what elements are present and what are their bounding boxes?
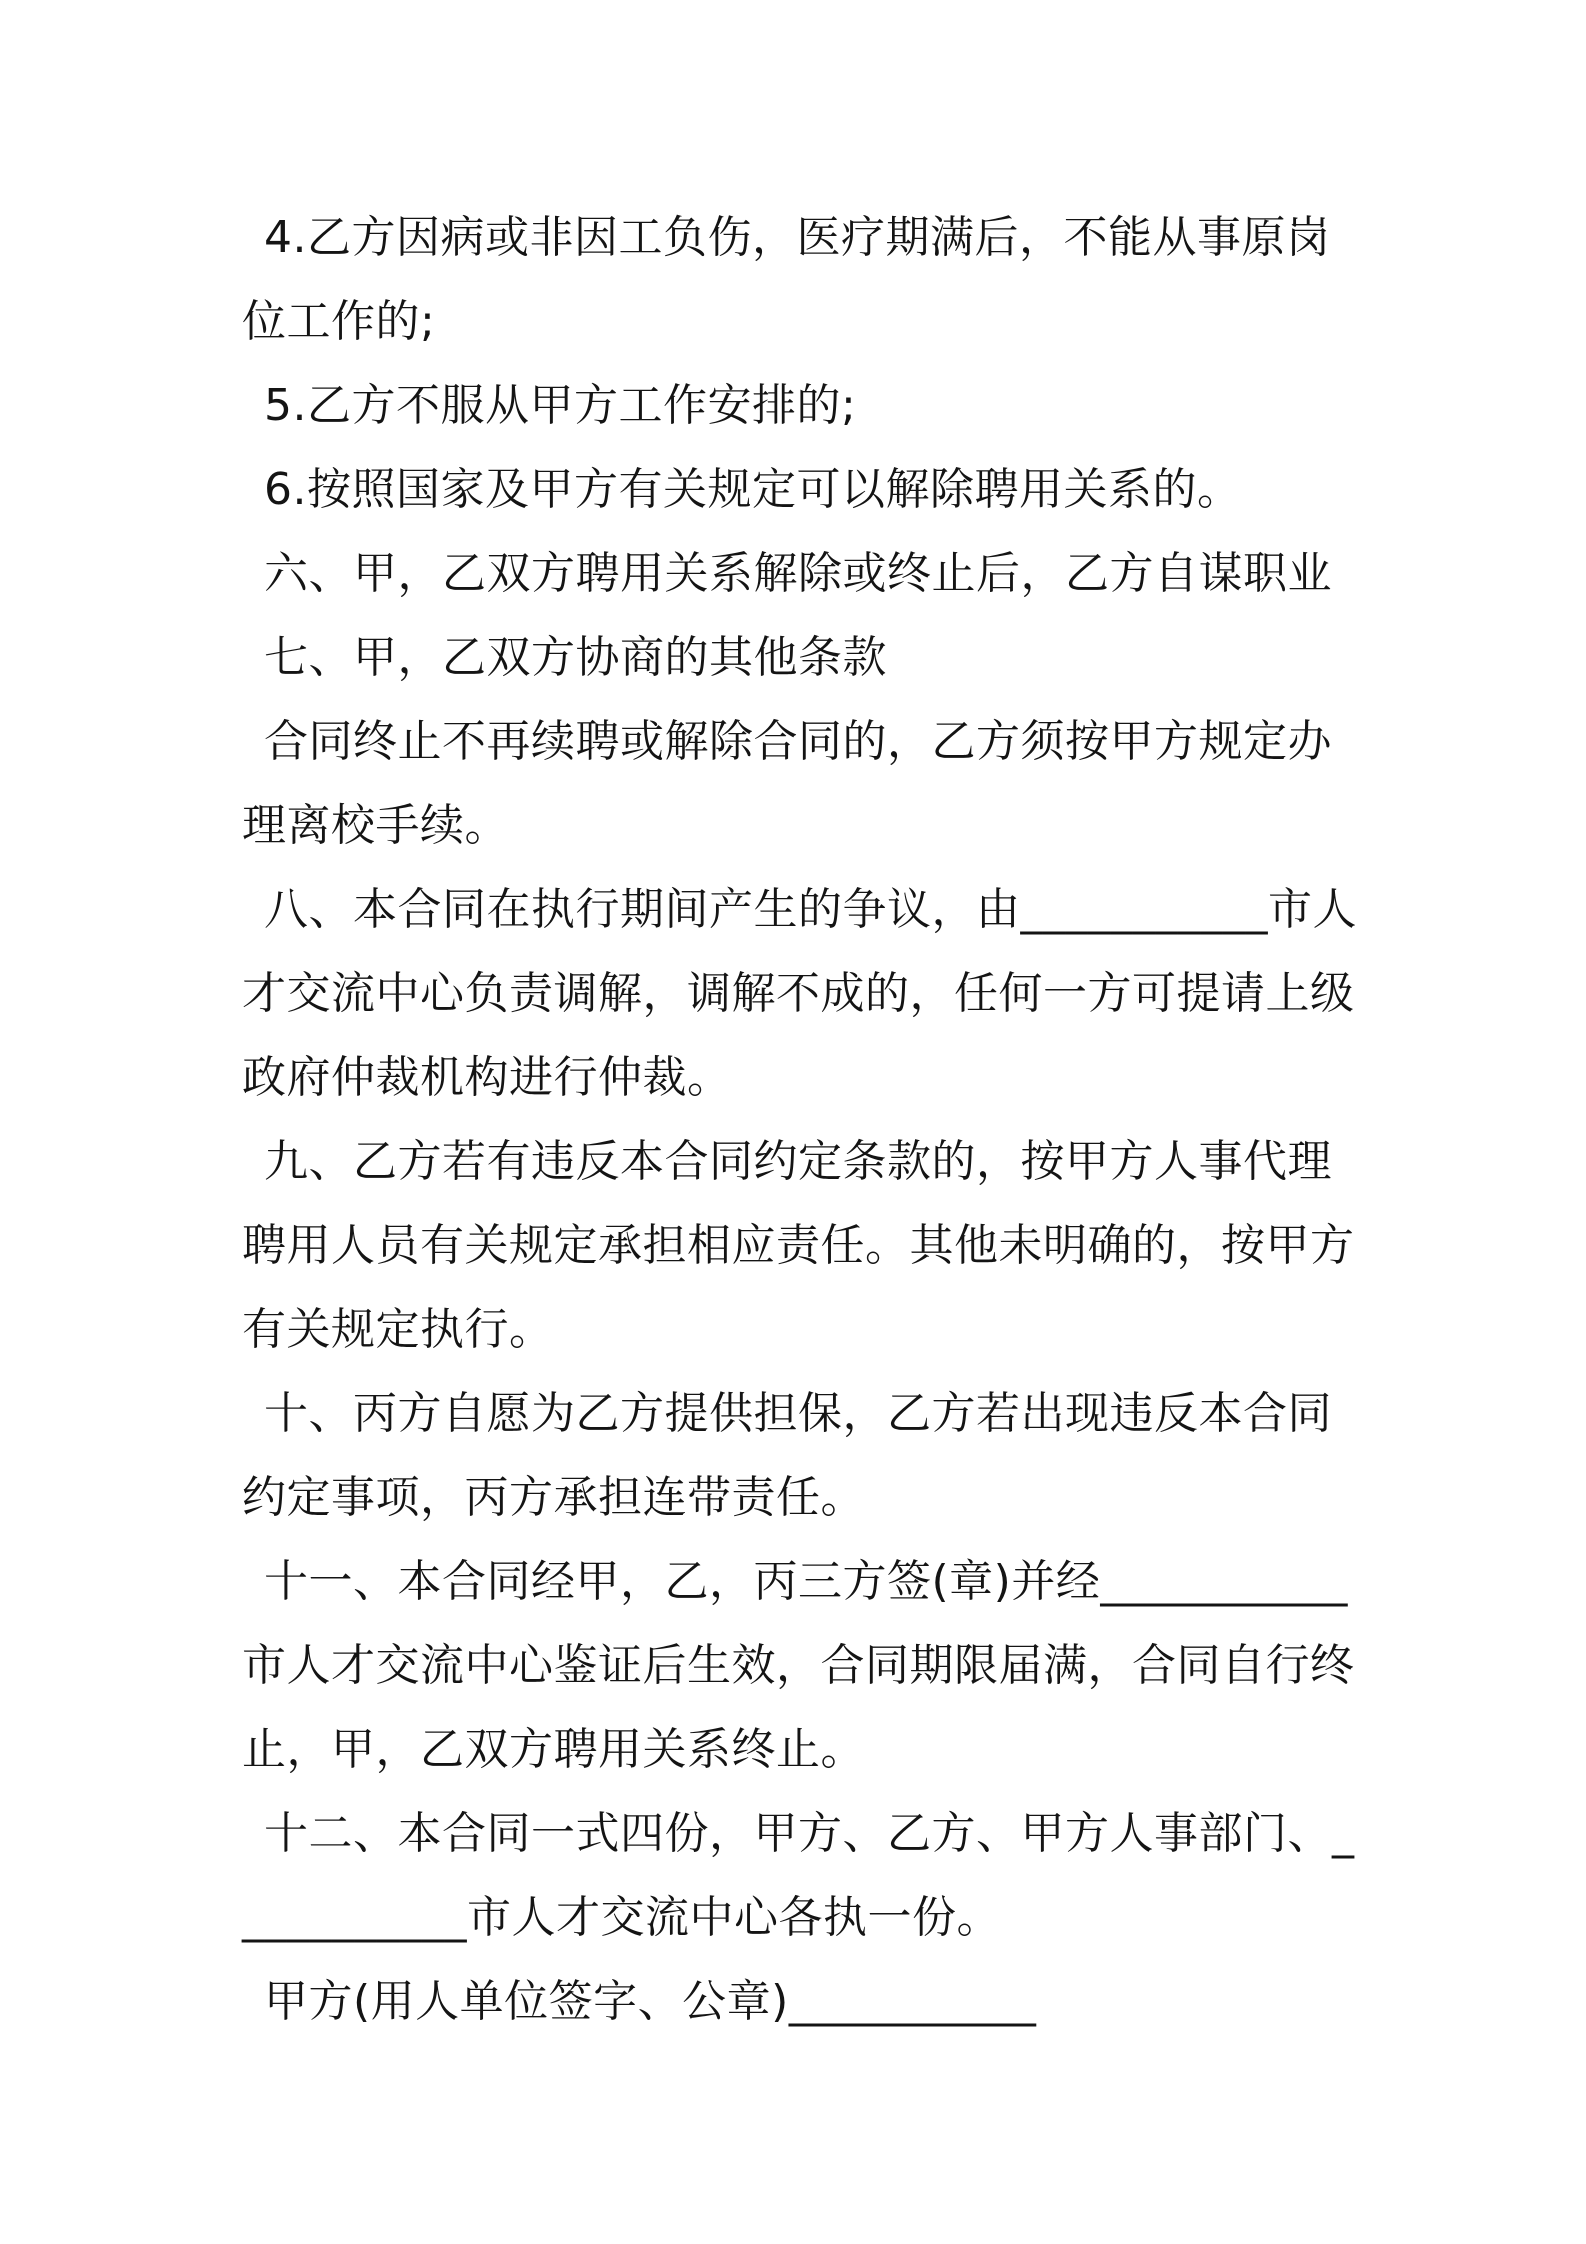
clause-paragraph: 4.乙方因病或非因工负伤，医疗期满后，不能从事原岗位工作的; [242,212,1331,347]
clause-paragraph: 十一、本合同经甲，乙，丙三方签(章)并经___________市人才交流中心鉴证后生效，合同期限届满，合同自行终止，甲，乙双方聘用关系终止。 [242,1556,1355,1775]
clause-paragraph: 七、甲，乙双方协商的其他条款 [264,632,887,683]
clause-paragraph: 十二、本合同一式四份，甲方、乙方、甲方人事部门、___________市人才交流中心各执一份。 [242,1808,1355,1943]
clause-paragraph: 十、丙方自愿为乙方提供担保，乙方若出现违反本合同约定事项，丙方承担连带责任。 [242,1388,1332,1523]
clause-paragraph: 6.按照国家及甲方有关规定可以解除聘用关系的。 [264,464,1242,515]
signature-line: 甲方(用人单位签字、公章)___________ [264,1976,1037,2027]
document-body [242,196,1362,2044]
clause-paragraph: 八、本合同在执行期间产生的争议，由___________市人才交流中心负责调解，调解不成的，任何一方可提请上级政府仲裁机构进行仲裁。 [242,884,1357,1103]
clause-paragraph: 九、乙方若有违反本合同约定条款的，按甲方人事代理聘用人员有关规定承担相应责任。其他未明确的，按甲方有关规定执行。 [242,1136,1355,1355]
clause-paragraph: 合同终止不再续聘或解除合同的，乙方须按甲方规定办理离校手续。 [242,716,1332,851]
clause-paragraph: 六、甲，乙双方聘用关系解除或终止后，乙方自谋职业 [264,548,1332,599]
clause-paragraph: 5.乙方不服从甲方工作安排的; [264,380,857,431]
